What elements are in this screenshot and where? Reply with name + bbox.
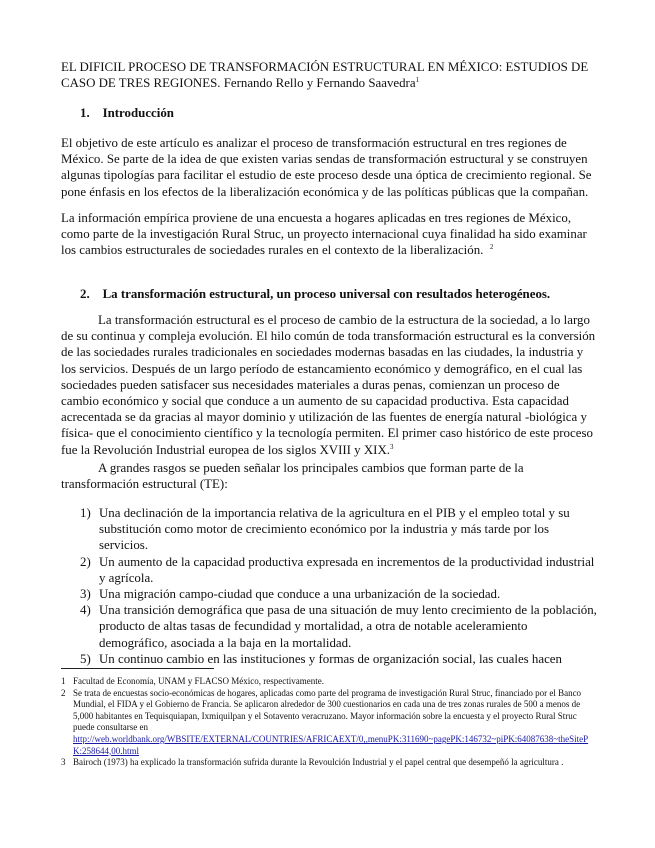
list-item: [80, 586, 598, 602]
intro-paragraph-2-text: La información empírica proviene de una encuesta a hogares aplicadas en tres regiones de México, como parte de la investigación Rural Struc, un proyecto internacional cuya finalidad ha sido examinar los cambios estructurales de sociedades rurales en el contexto de la liberalización.: [61, 211, 587, 258]
document-title: [61, 59, 597, 91]
te-paragraph-1: [61, 312, 597, 458]
footnote-text: Facultad de Economía, UNAM y FLACSO México, respectivamente.: [73, 676, 324, 686]
section-1-heading: [80, 105, 616, 121]
section-2-title: La transformación estructural, un proceso universal con resultados heterogéneos.: [102, 287, 551, 301]
title-text: EL DIFICIL PROCESO DE TRANSFORMACIÓN ESTRUCTURAL EN MÉXICO: ESTUDIOS DE CASO DE TRES REGIONES. Fernando Rello y Fernando Saavedra: [61, 60, 589, 91]
list-item-number: 4): [80, 603, 91, 618]
intro-paragraph-1: El objetivo de este artículo es analizar el proceso de transformación estructural en tres regiones de México. Se parte de la idea de que existen varias sendas de transformación estructural y se construyen algunas tipologías para facilitar el estudio de este proceso desde una óptica de crecimiento regional. Se pone énfasis en los efectos de la liberalización económica y de las políticas públicas que la compañan.: [61, 136, 592, 199]
list-item-number: 2): [80, 554, 91, 569]
footnote-number: 1: [61, 676, 66, 686]
list-item-number: 3): [80, 587, 91, 602]
te-changes-list: [80, 505, 598, 667]
te-paragraph-1-text: La transformación estructural es el proceso de cambio de la estructura de la sociedad, a lo largo de su continua y compleja evolución. El hilo común de toda transformación estructural es la conversión de las sociedades rurales tradicionales en sociedades modernas basadas en las ciudades, la industria y los servicios. Después de un largo período de estancamiento económico y demográfico, en el cual las sociedades pueden satisfacer sus necesidades materiales a duras penas, comienzan un proceso de cambio económico y social que conduce a un aumento de su capacidad productiva. Esta capacidad acrecentada se da gracias al mayor dominio y utilización de las fuentes de energía natural -biológica y física- que el conocimiento científico y la tecnología permiten. El primer caso histórico de este proceso fue la Revolución Industrial europea de los siglos XVIII y XIX.: [61, 313, 596, 457]
list-item-text: Una transición demográfica que pasa de una situación de muy lento crecimiento de la población, producto de altas tasas de fecundidad y mortalidad, a otra de notable aceleramiento demográfico, asociada a la baja en la mortalidad.: [99, 603, 597, 650]
te-paragraph-2: A grandes rasgos se pueden señalar los principales cambios que forman parte de la transformación estructural (TE):: [61, 461, 524, 492]
list-item: [80, 602, 598, 651]
footnotes: [61, 676, 597, 769]
list-item: [80, 554, 598, 586]
list-item-number: 1): [80, 506, 91, 520]
footnote-2: [61, 688, 597, 758]
list-item-text: Una migración campo-ciudad que conduce a una urbanización de la sociedad.: [99, 587, 501, 602]
title-footnote-ref[interactable]: 1: [415, 76, 420, 85]
intro-paragraph-2: [61, 210, 597, 259]
section-1-title: Introducción: [102, 106, 174, 120]
footnote-ref-2[interactable]: 2: [489, 243, 494, 252]
footnote-text: Bairoch (1973) ha explicado la transformación sufrida durante la Revoulción Industrial y el papel central que desempeñó la agricultura .: [73, 757, 564, 768]
footnote-divider: [61, 668, 214, 669]
footnote-ref-3[interactable]: 3: [390, 442, 394, 451]
list-item: [80, 651, 598, 667]
footnote-number: 3: [61, 757, 66, 768]
rural-struc-link[interactable]: http://web.worldbank.org/WBSITE/EXTERNAL/COUNTRIES/AFRICAEXT/0,,menuPK:311690~pagePK:146732~piPK:64087638~theSitePK:258644,00.html: [73, 733, 589, 756]
list-item-text: Un continuo cambio en las instituciones y formas de organización social, las cuales hacen: [99, 651, 562, 666]
list-item: [80, 505, 598, 554]
footnote-3: [61, 757, 597, 769]
list-item-number: 5): [80, 651, 91, 666]
footnote-text: Se trata de encuestas socio-económicas de hogares, aplicadas como parte del programa de investigación Rural Struc, financiado por el Banco Mundial, el FIDA y el Gobierno de Francia. Se aplicaron alrededor de 300 cuestionarios en cada una de tres zonas rurales de 500 a menos de 5,000 habitantes en Tequisquiapan, Ixmiquilpan y el Sotavento veracruzano. Mayor información sobre la encuesta y el proyecto Rural Struc puede consultarse en: [73, 687, 582, 733]
footnote-number: 2: [61, 687, 66, 698]
section-2-heading: [80, 286, 616, 302]
footnote-1: [61, 676, 597, 688]
section-2-number: 2.: [80, 287, 90, 301]
list-item-text: Una declinación de la importancia relativa de la agricultura en el PIB y el empleo total y su substitución como motor de crecimiento económico por la industria y más tarde por los servicios.: [99, 506, 570, 553]
section-1-number: 1.: [80, 106, 90, 120]
list-item-text: Un aumento de la capacidad productiva expresada en incrementos de la productividad industrial y agrícola.: [99, 554, 595, 585]
